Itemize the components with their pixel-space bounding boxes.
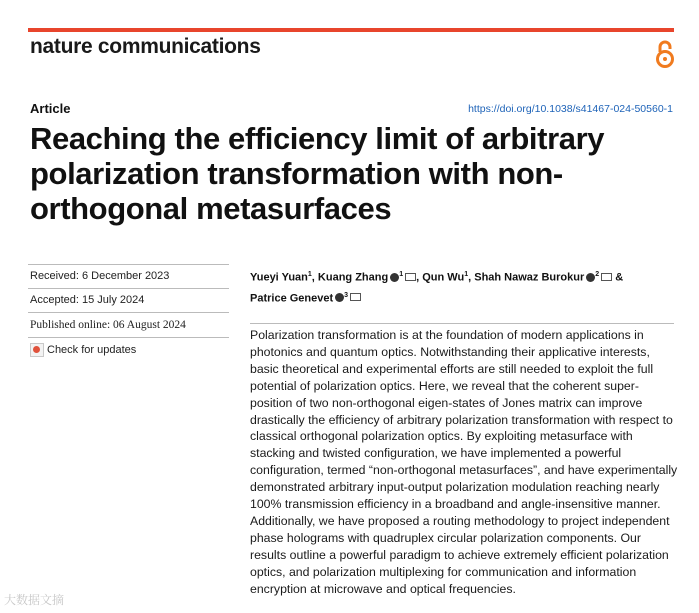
email-icon[interactable] xyxy=(601,273,612,281)
dates-divider xyxy=(28,337,229,338)
orcid-icon[interactable] xyxy=(390,273,399,282)
watermark: 大数据文摘 xyxy=(4,593,65,607)
check-updates-icon xyxy=(30,343,44,357)
author-name[interactable]: Patrice Genevet xyxy=(250,292,334,305)
open-access-lock-icon[interactable] xyxy=(653,38,677,70)
separator: , xyxy=(468,271,472,284)
author-name[interactable]: Shah Nawaz Burokur xyxy=(474,271,585,284)
published-date: Published online: 06 August 2024 xyxy=(30,319,186,331)
dates-divider xyxy=(28,264,229,265)
accepted-date: Accepted: 15 July 2024 xyxy=(30,294,145,306)
orcid-icon[interactable] xyxy=(335,293,344,302)
dates-divider xyxy=(28,312,229,313)
abstract-divider xyxy=(250,323,674,324)
journal-name[interactable]: nature communications xyxy=(30,35,261,58)
header-rule xyxy=(28,28,674,32)
article-title: Reaching the efficiency limit of arbitrary polarization transformation with non-orthogonal metasurfaces xyxy=(30,121,605,226)
author-name[interactable]: Kuang Zhang xyxy=(317,271,389,284)
separator: & xyxy=(615,271,624,284)
author-name[interactable]: Yueyi Yuan xyxy=(250,271,308,284)
check-updates-label: Check for updates xyxy=(47,344,137,356)
author-name[interactable]: Qun Wu xyxy=(422,271,465,284)
orcid-icon[interactable] xyxy=(586,273,595,282)
affiliation-mark: 1 xyxy=(464,271,469,278)
separator: , xyxy=(416,271,420,284)
email-icon[interactable] xyxy=(405,273,416,281)
separator: , xyxy=(311,271,315,284)
check-for-updates-button[interactable] xyxy=(30,343,136,357)
article-type-label: Article xyxy=(30,101,71,116)
dates-divider xyxy=(28,288,229,289)
affiliation-mark: 2 xyxy=(595,271,600,278)
affiliation-mark: 3 xyxy=(344,291,349,299)
author-list xyxy=(250,266,670,307)
email-icon[interactable] xyxy=(350,293,361,301)
received-date: Received: 6 December 2023 xyxy=(30,270,170,282)
affiliation-mark: 1 xyxy=(307,271,312,278)
doi-link[interactable]: https://doi.org/10.1038/s41467-024-50560-1 xyxy=(468,103,673,115)
abstract-text: Polarization transformation is at the foundation of modern applications in photonics and quantum optics. Notwithstanding their applicative interests, basic theoretical and experimental efforts are still needed to exploit the full potential of polarization optics. Here, we reveal that the coherent super-position of two non-orthogonal eigen-states of Jones matrix can improve drastically the efficiency of arbitrary polarization transformation with respect to classical orthogonal polarization optics. By exploiting metasurface with stacking and twisted configuration, we have implemented a powerful configuration, termed “non-orthogonal metasurfaces”, and have experimentally demonstrated arbitrary input-output polarization modulation reaching nearly 100% transmission efficiency in a broadband and angle-insensitive manner. Additionally, we have proposed a routing methodology to project independent phase holograms with quadruplex circular polarization components. Our results outline a powerful paradigm to achieve extremely efficient polarization optics, and polarization multiplexing for communication and information encryption at microwave and optical frequencies. xyxy=(250,328,678,596)
affiliation-mark: 1 xyxy=(399,271,404,278)
